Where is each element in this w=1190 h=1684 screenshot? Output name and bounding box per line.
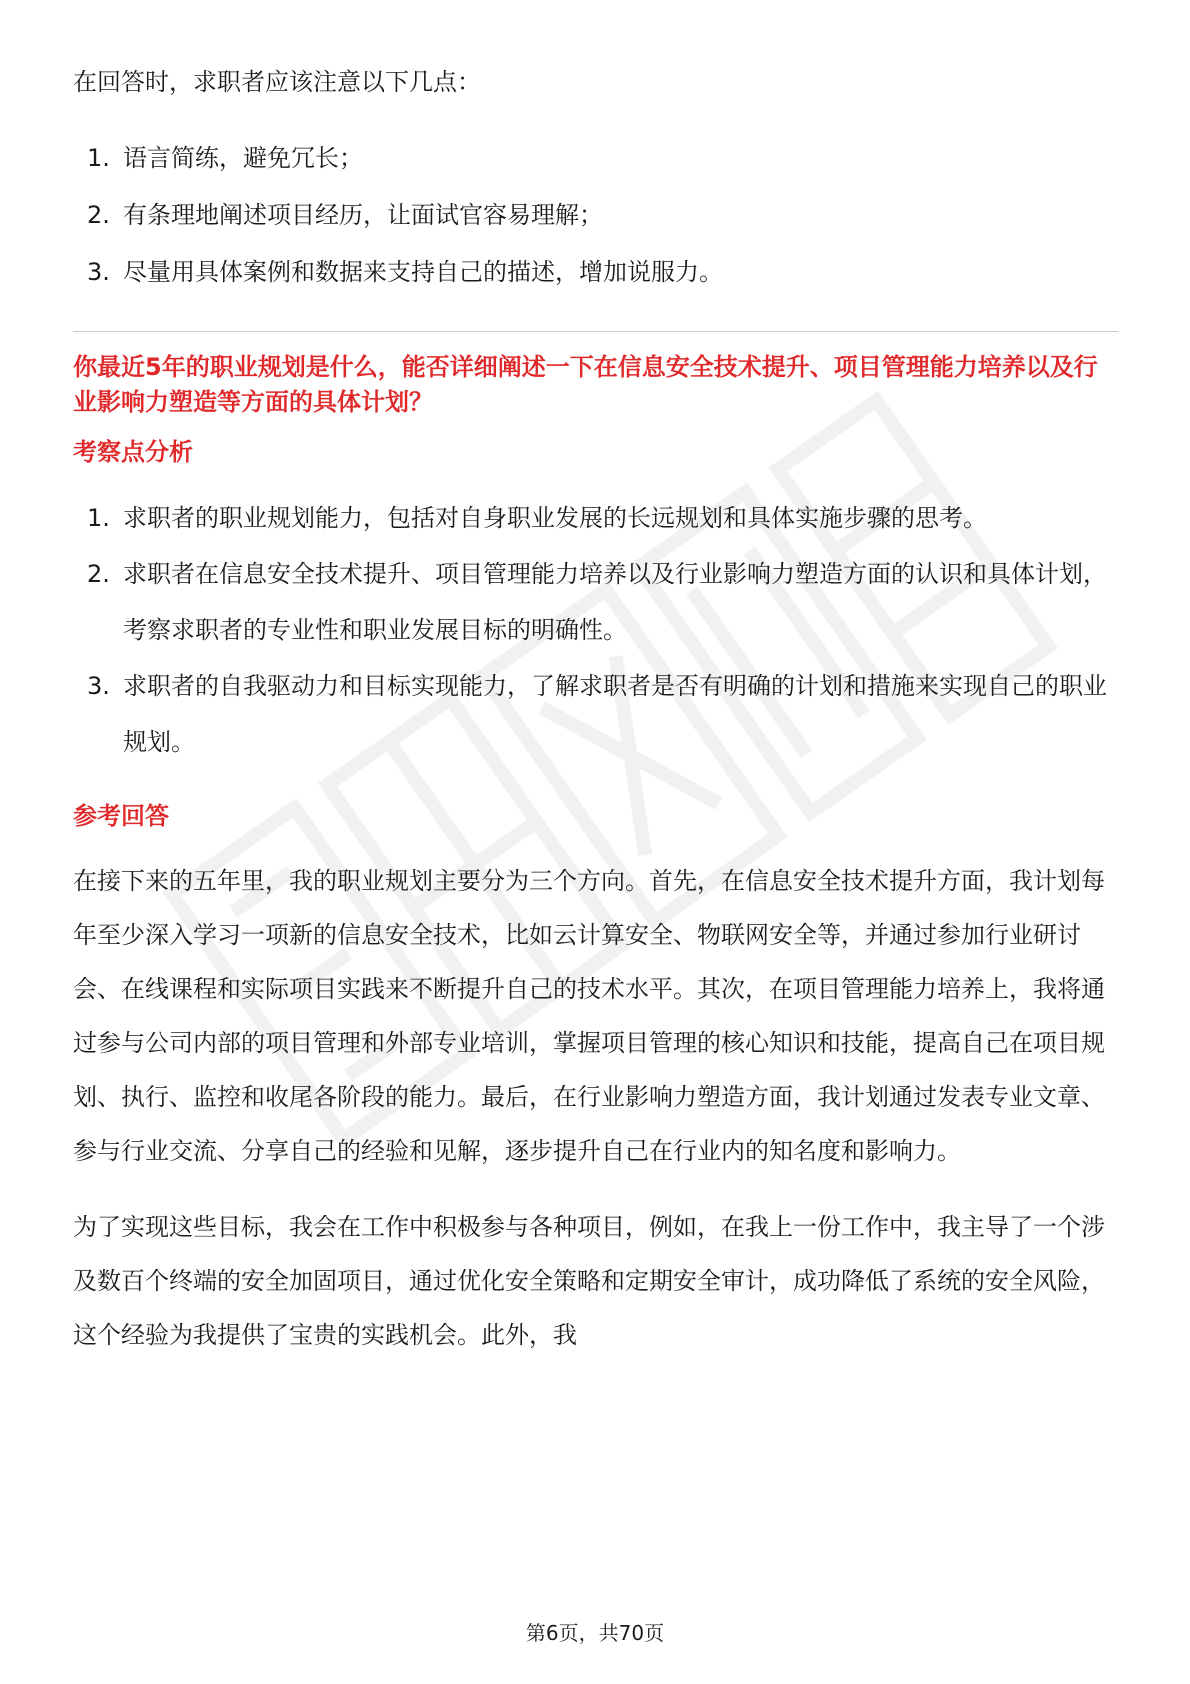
list-item (73, 490, 1118, 546)
tips-list (73, 130, 1118, 301)
document-content (73, 62, 1118, 1362)
analysis-list (73, 490, 1118, 770)
list-text: 语言简练，避免冗长； (123, 144, 363, 172)
list-text: 尽量用具体案例和数据来支持自己的描述，增加说服力。 (123, 258, 723, 286)
answer-title: 参考回答 (73, 802, 169, 830)
list-number: 2. (87, 201, 110, 229)
page-number: 第6页，共70页 (525, 1621, 665, 1645)
list-item (73, 546, 1118, 658)
list-text: 求职者的职业规划能力，包括对自身职业发展的长远规划和具体实施步骤的思考。 (123, 504, 987, 532)
list-item (73, 130, 1118, 187)
list-text: 有条理地阐述项目经历，让面试官容易理解； (123, 201, 603, 229)
section-divider (73, 331, 1118, 332)
list-number: 3. (87, 672, 110, 700)
intro-text: 在回答时，求职者应该注意以下几点： (73, 68, 481, 96)
list-item (73, 244, 1118, 301)
question-heading: 你最近5年的职业规划是什么，能否详细阐述一下在信息安全技术提升、项目管理能力培养以及行业影响力塑造等方面的具体计划？ (73, 353, 1098, 416)
list-item (73, 658, 1118, 770)
list-number: 1. (87, 144, 110, 172)
answer-paragraph: 为了实现这些目标，我会在工作中积极参与各种项目，例如，在我上一份工作中，我主导了一个涉及数百个终端的安全加固项目，通过优化安全策略和定期安全审计，成功降低了系统的安全风险，这个经验为我提供了宝贵的实践机会。此外，我 (73, 1213, 1105, 1349)
list-item (73, 187, 1118, 244)
list-text: 求职者的自我驱动力和目标实现能力，了解求职者是否有明确的计划和措施来实现自己的职业规划。 (123, 672, 1107, 756)
list-number: 1. (87, 504, 110, 532)
list-text: 求职者在信息安全技术提升、项目管理能力培养以及行业影响力塑造方面的认识和具体计划，考察求职者的专业性和职业发展目标的明确性。 (123, 560, 1107, 644)
list-number: 2. (87, 560, 110, 588)
answer-paragraph: 在接下来的五年里，我的职业规划主要分为三个方向。首先，在信息安全技术提升方面，我计划每年至少深入学习一项新的信息安全技术，比如云计算安全、物联网安全等，并通过参加行业研讨会、在线课程和实际项目实践来不断提升自己的技术水平。其次，在项目管理能力培养上，我将通过参与公司内部的项目管理和外部专业培训，掌握项目管理的核心知识和技能，提高自己在项目规划、执行、监控和收尾各阶段的能力。最后，在行业影响力塑造方面，我计划通过发表专业文章、参与行业交流、分享自己的经验和见解，逐步提升自己在行业内的知名度和影响力。 (73, 867, 1105, 1165)
analysis-title: 考察点分析 (73, 438, 193, 466)
list-number: 3. (87, 258, 110, 286)
